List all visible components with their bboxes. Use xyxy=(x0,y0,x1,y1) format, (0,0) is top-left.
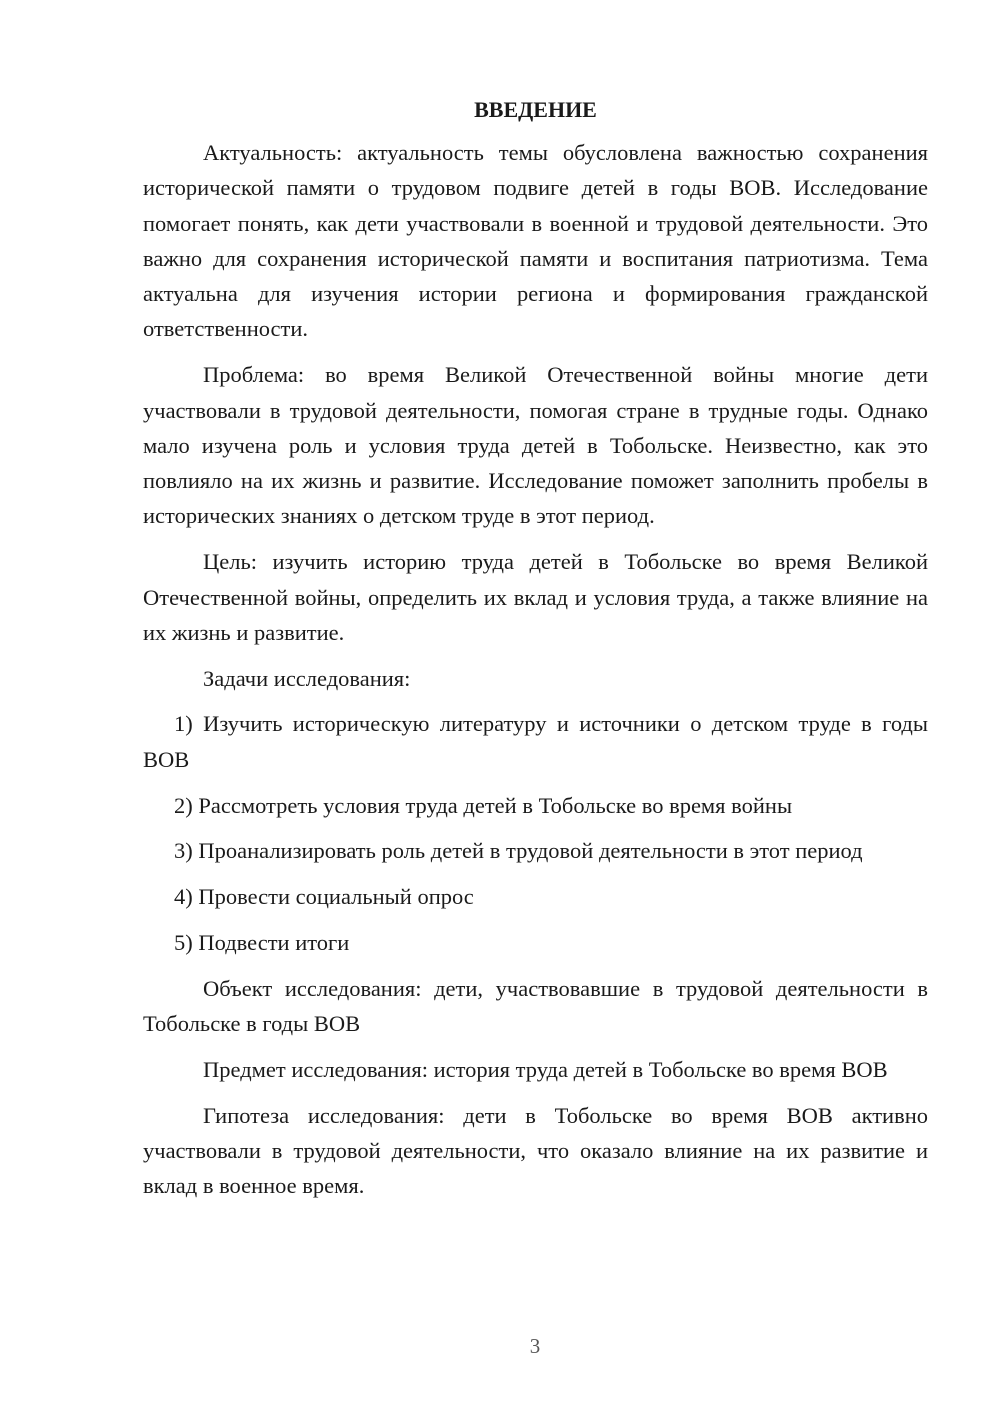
page-content xyxy=(143,95,928,1214)
section-title: ВВЕДЕНИЕ xyxy=(474,97,597,122)
tasks-heading: Задачи исследования: xyxy=(203,665,411,691)
task-item: 2) Рассмотреть условия труда детей в Тобольске во время войны xyxy=(174,792,793,818)
task-item: 4) Провести социальный опрос xyxy=(174,884,474,910)
task-item: 1) Изучить историческую литературу и источники о детском труде в годы ВОВ xyxy=(143,711,928,772)
subject-paragraph: Предмет исследования: история труда детей в Тобольске во время ВОВ xyxy=(203,1056,888,1082)
page-number: 3 xyxy=(529,1334,541,1358)
goal-paragraph: Цель: изучить историю труда детей в Тобольске во время Великой Отечественной войны, определить их вклад и условия труда, а также влияние на их жизнь и развитие. xyxy=(143,549,928,645)
relevance-paragraph: Актуальность: актуальность темы обусловлена важностью сохранения исторической памяти о трудовом подвиге детей в годы ВОВ. Исследование помогает понять, как дети участвовали в военной и трудовой деятельности. Это важно для сохранения исторической памяти и воспитания патриотизма. Тема актуальна для изучения истории региона и формирования гражданской ответственности. xyxy=(143,140,928,342)
task-item: 5) Подвести итоги xyxy=(174,929,350,955)
hypothesis-paragraph: Гипотеза исследования: дети в Тобольске во время ВОВ активно участвовали в трудовой деятельности, что оказало влияние на их развитие и вклад в военное время. xyxy=(143,1102,928,1199)
object-paragraph: Объект исследования: дети, участвовавшие в трудовой деятельности в Тобольске в годы ВОВ xyxy=(143,975,928,1037)
task-item: 3) Проанализировать роль детей в трудовой деятельности в этот период xyxy=(174,838,863,864)
problem-paragraph: Проблема: во время Великой Отечественной войны многие дети участвовали в трудовой деятельности, помогая стране в трудные годы. Однако мало изучена роль и условия труда детей в Тобольске. Неизвестно, как это повлияло на их жизнь и развитие. Исследование поможет заполнить пробелы в исторических знаниях о детском труде в этот период. xyxy=(143,362,928,529)
